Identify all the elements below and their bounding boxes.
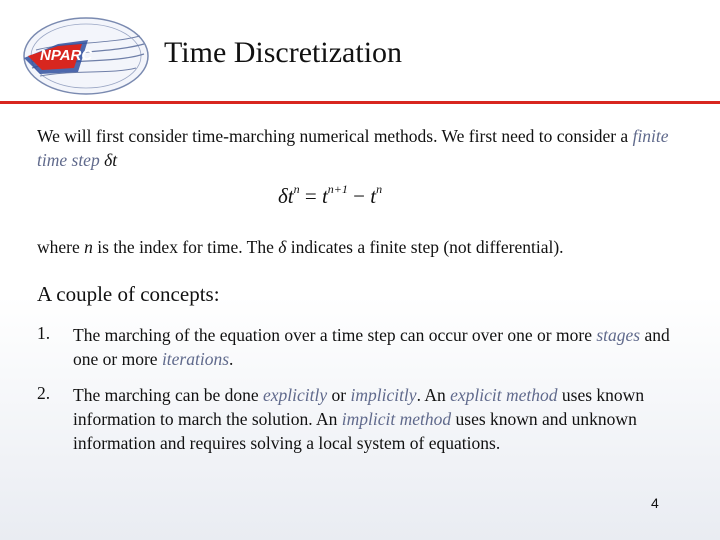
item-text: . An [416,385,451,405]
iterations-term: iterations [161,349,230,369]
time-step-equation [278,182,382,209]
item-text: and one or more [73,325,670,369]
eq-lhs: δt [278,184,294,208]
where-text-3: indicates a finite step (not differential). [286,237,564,257]
delta-t-symbol: δt [104,150,118,170]
page-number: 4 [651,495,659,511]
item-text: uses known information to march the solution. An [73,385,645,429]
where-text-1: where [37,237,85,257]
title-divider [0,101,720,104]
implicitly-term: implicitly [350,385,417,405]
where-delta: δ [278,237,287,257]
intro-paragraph [37,124,677,172]
intro-text: We will first consider time-marching numerical methods. We first need to consider a [37,126,633,146]
explicitly-term: explicitly [263,385,328,405]
eq-rhs-2: t [370,184,377,208]
eq-rhs-1: t [321,184,328,208]
eq-minus: − [347,184,371,208]
concept-item [73,383,683,455]
logo-wordmark: NPARC [40,47,93,64]
eq-rhs-1-sup: n+1 [327,182,348,196]
finite-time-step-term: finite time step [37,126,669,170]
where-text-2: is the index for time. The [92,237,279,257]
concept-item [73,323,683,371]
implicit-method-term: implicit method [341,409,452,429]
concepts-heading: A couple of concepts: [37,282,220,306]
stages-term: stages [596,325,641,345]
slide-title: Time Discretization [164,36,403,69]
item-text: uses known and unknown information and requires solving a local system of equations. [73,409,637,453]
item-text: or [327,385,351,405]
nparc-logo [18,14,154,98]
eq-equals: = [299,184,322,208]
eq-lhs-sup: n [293,182,300,196]
explicit-method-term: explicit method [450,385,558,405]
item-text: The marching of the equation over a time step can occur over one or more [73,325,597,345]
item-text: . [229,349,234,369]
item-number: 2. [37,383,51,403]
eq-rhs-2-sup: n [376,182,383,196]
item-number: 1. [37,323,51,343]
item-text: The marching can be done [73,385,263,405]
where-paragraph [37,235,564,259]
where-n: n [84,237,93,257]
